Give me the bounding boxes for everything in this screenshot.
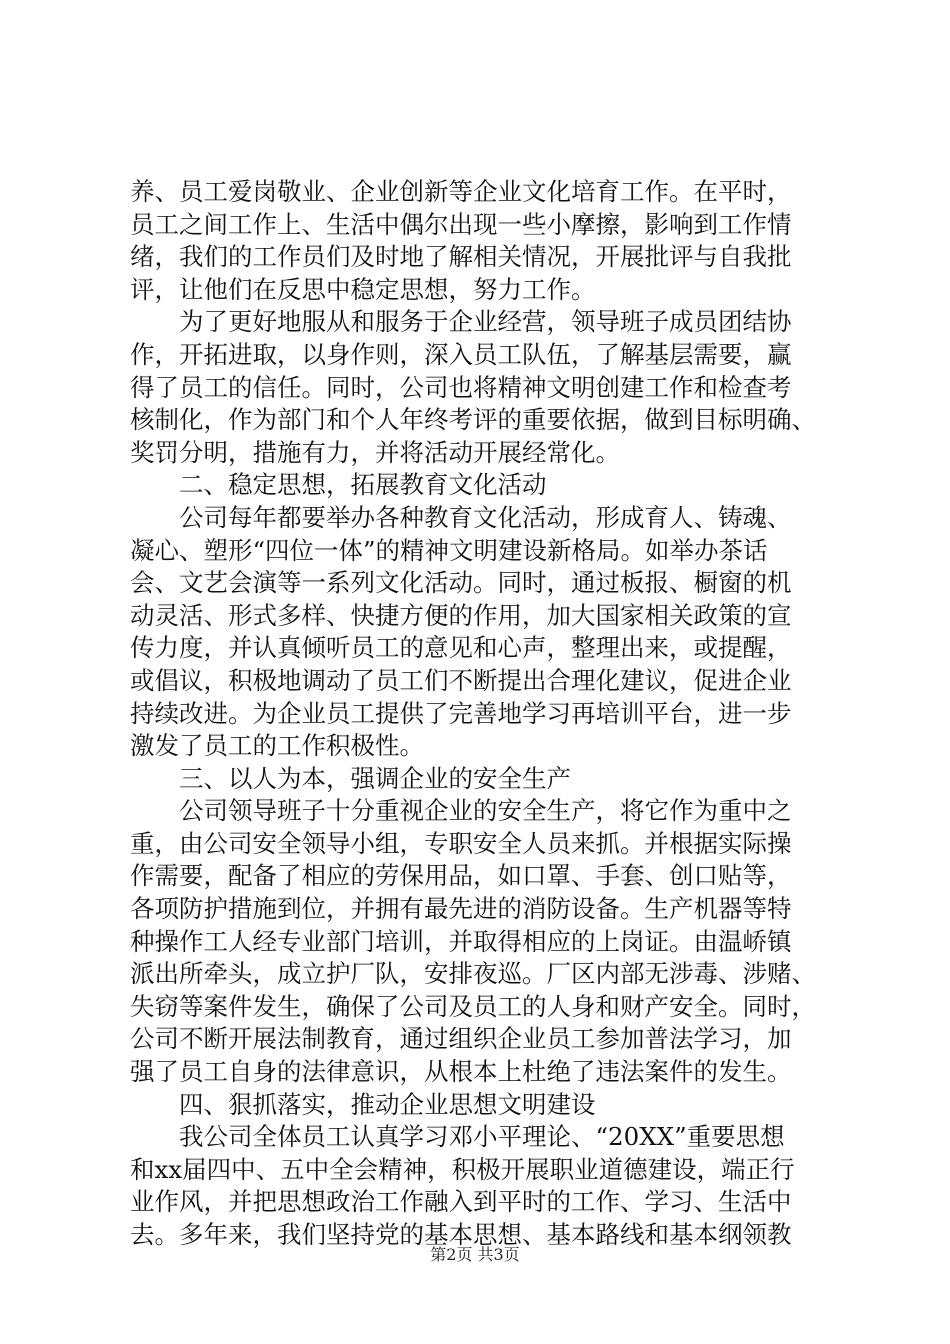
section-heading: 三、以人为本，强调企业的安全生产 bbox=[130, 763, 571, 793]
text-line: 业作风，并把思想政治工作融入到平时的工作、学习、生活中 bbox=[130, 1187, 792, 1217]
text-line: 强了员工自身的法律意识，从根本上杜绝了违法案件的发生。 bbox=[130, 1057, 792, 1087]
text-line: 动灵活、形式多样、快捷方便的作用，加大国家相关政策的宣 bbox=[130, 600, 792, 630]
text-line: 我公司全体员工认真学习邓小平理论、“20XX”重要思想 bbox=[130, 1122, 785, 1152]
text-line: 或倡议，积极地调动了员工们不断提出合理化建议，促进企业 bbox=[130, 665, 792, 695]
text-line: 传力度，并认真倾听员工的意见和心声，整理出来，或提醒， bbox=[130, 633, 792, 663]
text-line: 绪，我们的工作员们及时地了解相关情况，开展批评与自我批 bbox=[130, 242, 792, 272]
text-line: 得了员工的信任。同时，公司也将精神文明创建工作和检查考 bbox=[130, 372, 792, 402]
text-line: 奖罚分明，措施有力，并将活动开展经常化。 bbox=[130, 437, 620, 467]
text-line: 去。多年来，我们坚持党的基本思想、基本路线和基本纲领教 bbox=[130, 1220, 792, 1249]
text-line: 会、文艺会演等一系列文化活动。同时，通过板报、橱窗的机 bbox=[130, 568, 792, 598]
text-line: 评，让他们在反思中稳定思想，努力工作。 bbox=[130, 274, 596, 304]
text-line: 派出所牵头，成立护厂队，安排夜巡。厂区内部无涉毒、涉赌、 bbox=[130, 959, 816, 989]
text-line: 凝心、塑形“四位一体”的精神文明建设新格局。如举办茶话 bbox=[130, 535, 768, 565]
text-line: 和xx届四中、五中全会精神，积极开展职业道德建设，端正行 bbox=[130, 1154, 795, 1184]
text-line: 重，由公司安全领导小组，专职安全人员来抓。并根据实际操 bbox=[130, 828, 792, 858]
text-line: 作，开拓进取，以身作则，深入员工队伍，了解基层需要，赢 bbox=[130, 339, 792, 369]
page-number-footer: 第2页 共3页 bbox=[430, 1245, 520, 1264]
text-line: 公司不断开展法制教育，通过组织企业员工参加普法学习，加 bbox=[130, 1024, 792, 1054]
text-line: 激发了员工的工作积极性。 bbox=[130, 731, 424, 761]
section-heading: 四、狠抓落实，推动企业思想文明建设 bbox=[130, 1089, 596, 1119]
text-line: 员工之间工作上、生活中偶尔出现一些小摩擦，影响到工作情 bbox=[130, 209, 792, 239]
text-line: 核制化，作为部门和个人年终考评的重要依据，做到目标明确、 bbox=[130, 405, 816, 435]
text-line: 作需要，配备了相应的劳保用品，如口罩、手套、创口贴等， bbox=[130, 861, 792, 891]
text-line: 养、员工爱岗敬业、企业创新等企业文化培育工作。在平时， bbox=[130, 177, 792, 206]
text-line: 公司领导班子十分重视企业的安全生产，将它作为重中之 bbox=[130, 796, 792, 826]
text-line: 公司每年都要举办各种教育文化活动，形成育人、铸魂、 bbox=[130, 502, 792, 532]
text-line: 持续改进。为企业员工提供了完善地学习再培训平台，进一步 bbox=[130, 698, 792, 728]
text-line: 为了更好地服从和服务于企业经营，领导班子成员团结协 bbox=[130, 307, 792, 337]
text-line: 各项防护措施到位，并拥有最先进的消防设备。生产机器等特 bbox=[130, 894, 792, 924]
text-line: 种操作工人经专业部门培训，并取得相应的上岗证。由温峤镇 bbox=[130, 926, 792, 956]
document-body bbox=[130, 176, 830, 1252]
section-heading: 二、稳定思想，拓展教育文化活动 bbox=[130, 470, 547, 500]
text-line: 失窃等案件发生，确保了公司及员工的人身和财产安全。同时， bbox=[130, 991, 816, 1021]
